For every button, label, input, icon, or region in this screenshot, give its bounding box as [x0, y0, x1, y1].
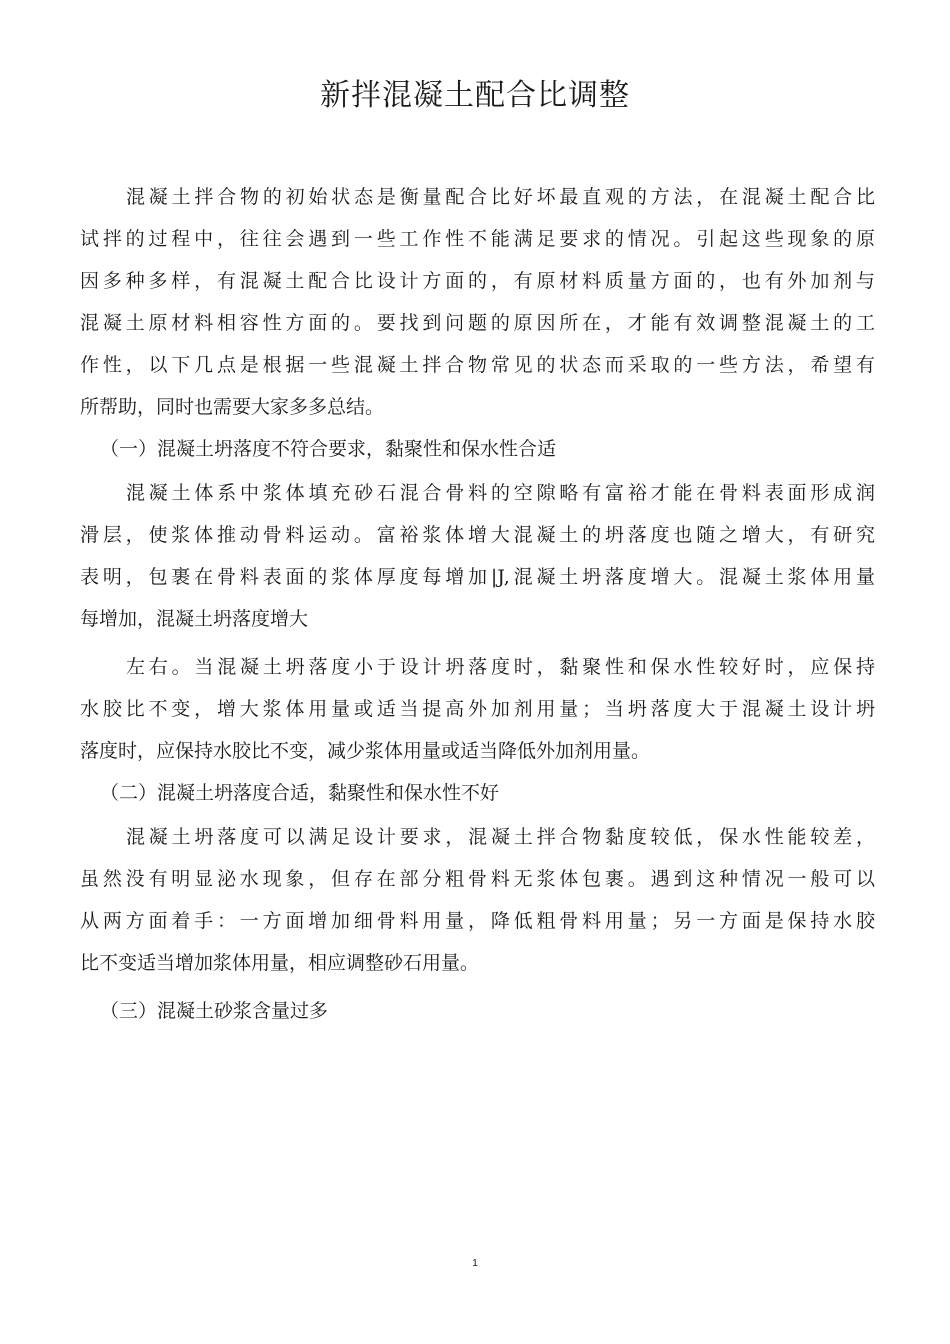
paragraph-line: 混凝土拌合物的初始状态是衡量配合比好坏最直观的方法，在混凝土配合比 — [126, 186, 875, 208]
paragraph-line: 作性，以下几点是根据一些混凝土拌合物常见的状态而采取的一些方法，希望有 — [80, 354, 875, 376]
paragraph-line: 滑层，使浆体推动骨料运动。富裕浆体增大混凝土的坍落度也随之增大，有研究 — [80, 524, 875, 546]
section-heading-3: （三）混凝土砂浆含量过多 — [100, 1000, 329, 1022]
section2-paragraph — [80, 816, 875, 984]
section1-paragraph-1 — [80, 472, 875, 640]
paragraph-line: 表明，包裹在骨料表面的浆体厚度每增加|J,混凝土坍落度增大。混凝土浆体用量 — [80, 566, 875, 588]
document-body — [80, 176, 875, 1034]
section1-paragraph-2 — [80, 646, 875, 772]
paragraph-line: 落度时，应保持水胶比不变，减少浆体用量或适当降低外加剂用量。 — [80, 740, 651, 762]
paragraph-line: 混凝土体系中浆体填充砂石混合骨料的空隙略有富裕才能在骨料表面形成润 — [126, 482, 875, 504]
document-title: 新拌混凝土配合比调整 — [320, 78, 630, 113]
paragraph-line: 虽然没有明显泌水现象，但存在部分粗骨料无浆体包裹。遇到这种情况一般可以 — [80, 868, 875, 890]
paragraph-line: 因多种多样，有混凝土配合比设计方面的，有原材料质量方面的，也有外加剂与 — [80, 270, 875, 292]
paragraph-line: 比不变适当增加浆体用量，相应调整砂石用量。 — [80, 952, 480, 974]
paragraph-line: 混凝土原材料相容性方面的。要找到问题的原因所在，才能有效调整混凝土的工 — [80, 312, 875, 334]
intro-paragraph — [80, 176, 875, 428]
paragraph-line: 从两方面着手：一方面增加细骨料用量，降低粗骨料用量；另一方面是保持水胶 — [80, 910, 875, 932]
section-heading-1: （一）混凝土坍落度不符合要求，黏聚性和保水性合适 — [100, 438, 557, 460]
page-number: 1 — [472, 1258, 478, 1269]
paragraph-line: 每增加，混凝土坍落度增大 — [80, 608, 309, 630]
paragraph-line: 所帮助，同时也需要大家多多总结。 — [80, 396, 385, 418]
section-heading-2: （二）混凝土坍落度合适，黏聚性和保水性不好 — [100, 782, 500, 804]
paragraph-line: 水胶比不变，增大浆体用量或适当提高外加剂用量；当坍落度大于混凝土设计坍 — [80, 698, 875, 720]
paragraph-line: 混凝土坍落度可以满足设计要求，混凝土拌合物黏度较低，保水性能较差， — [126, 826, 875, 848]
paragraph-line: 左右。当混凝土坍落度小于设计坍落度时，黏聚性和保水性较好时，应保持 — [126, 656, 875, 678]
paragraph-line: 试拌的过程中，往往会遇到一些工作性不能满足要求的情况。引起这些现象的原 — [80, 228, 875, 250]
